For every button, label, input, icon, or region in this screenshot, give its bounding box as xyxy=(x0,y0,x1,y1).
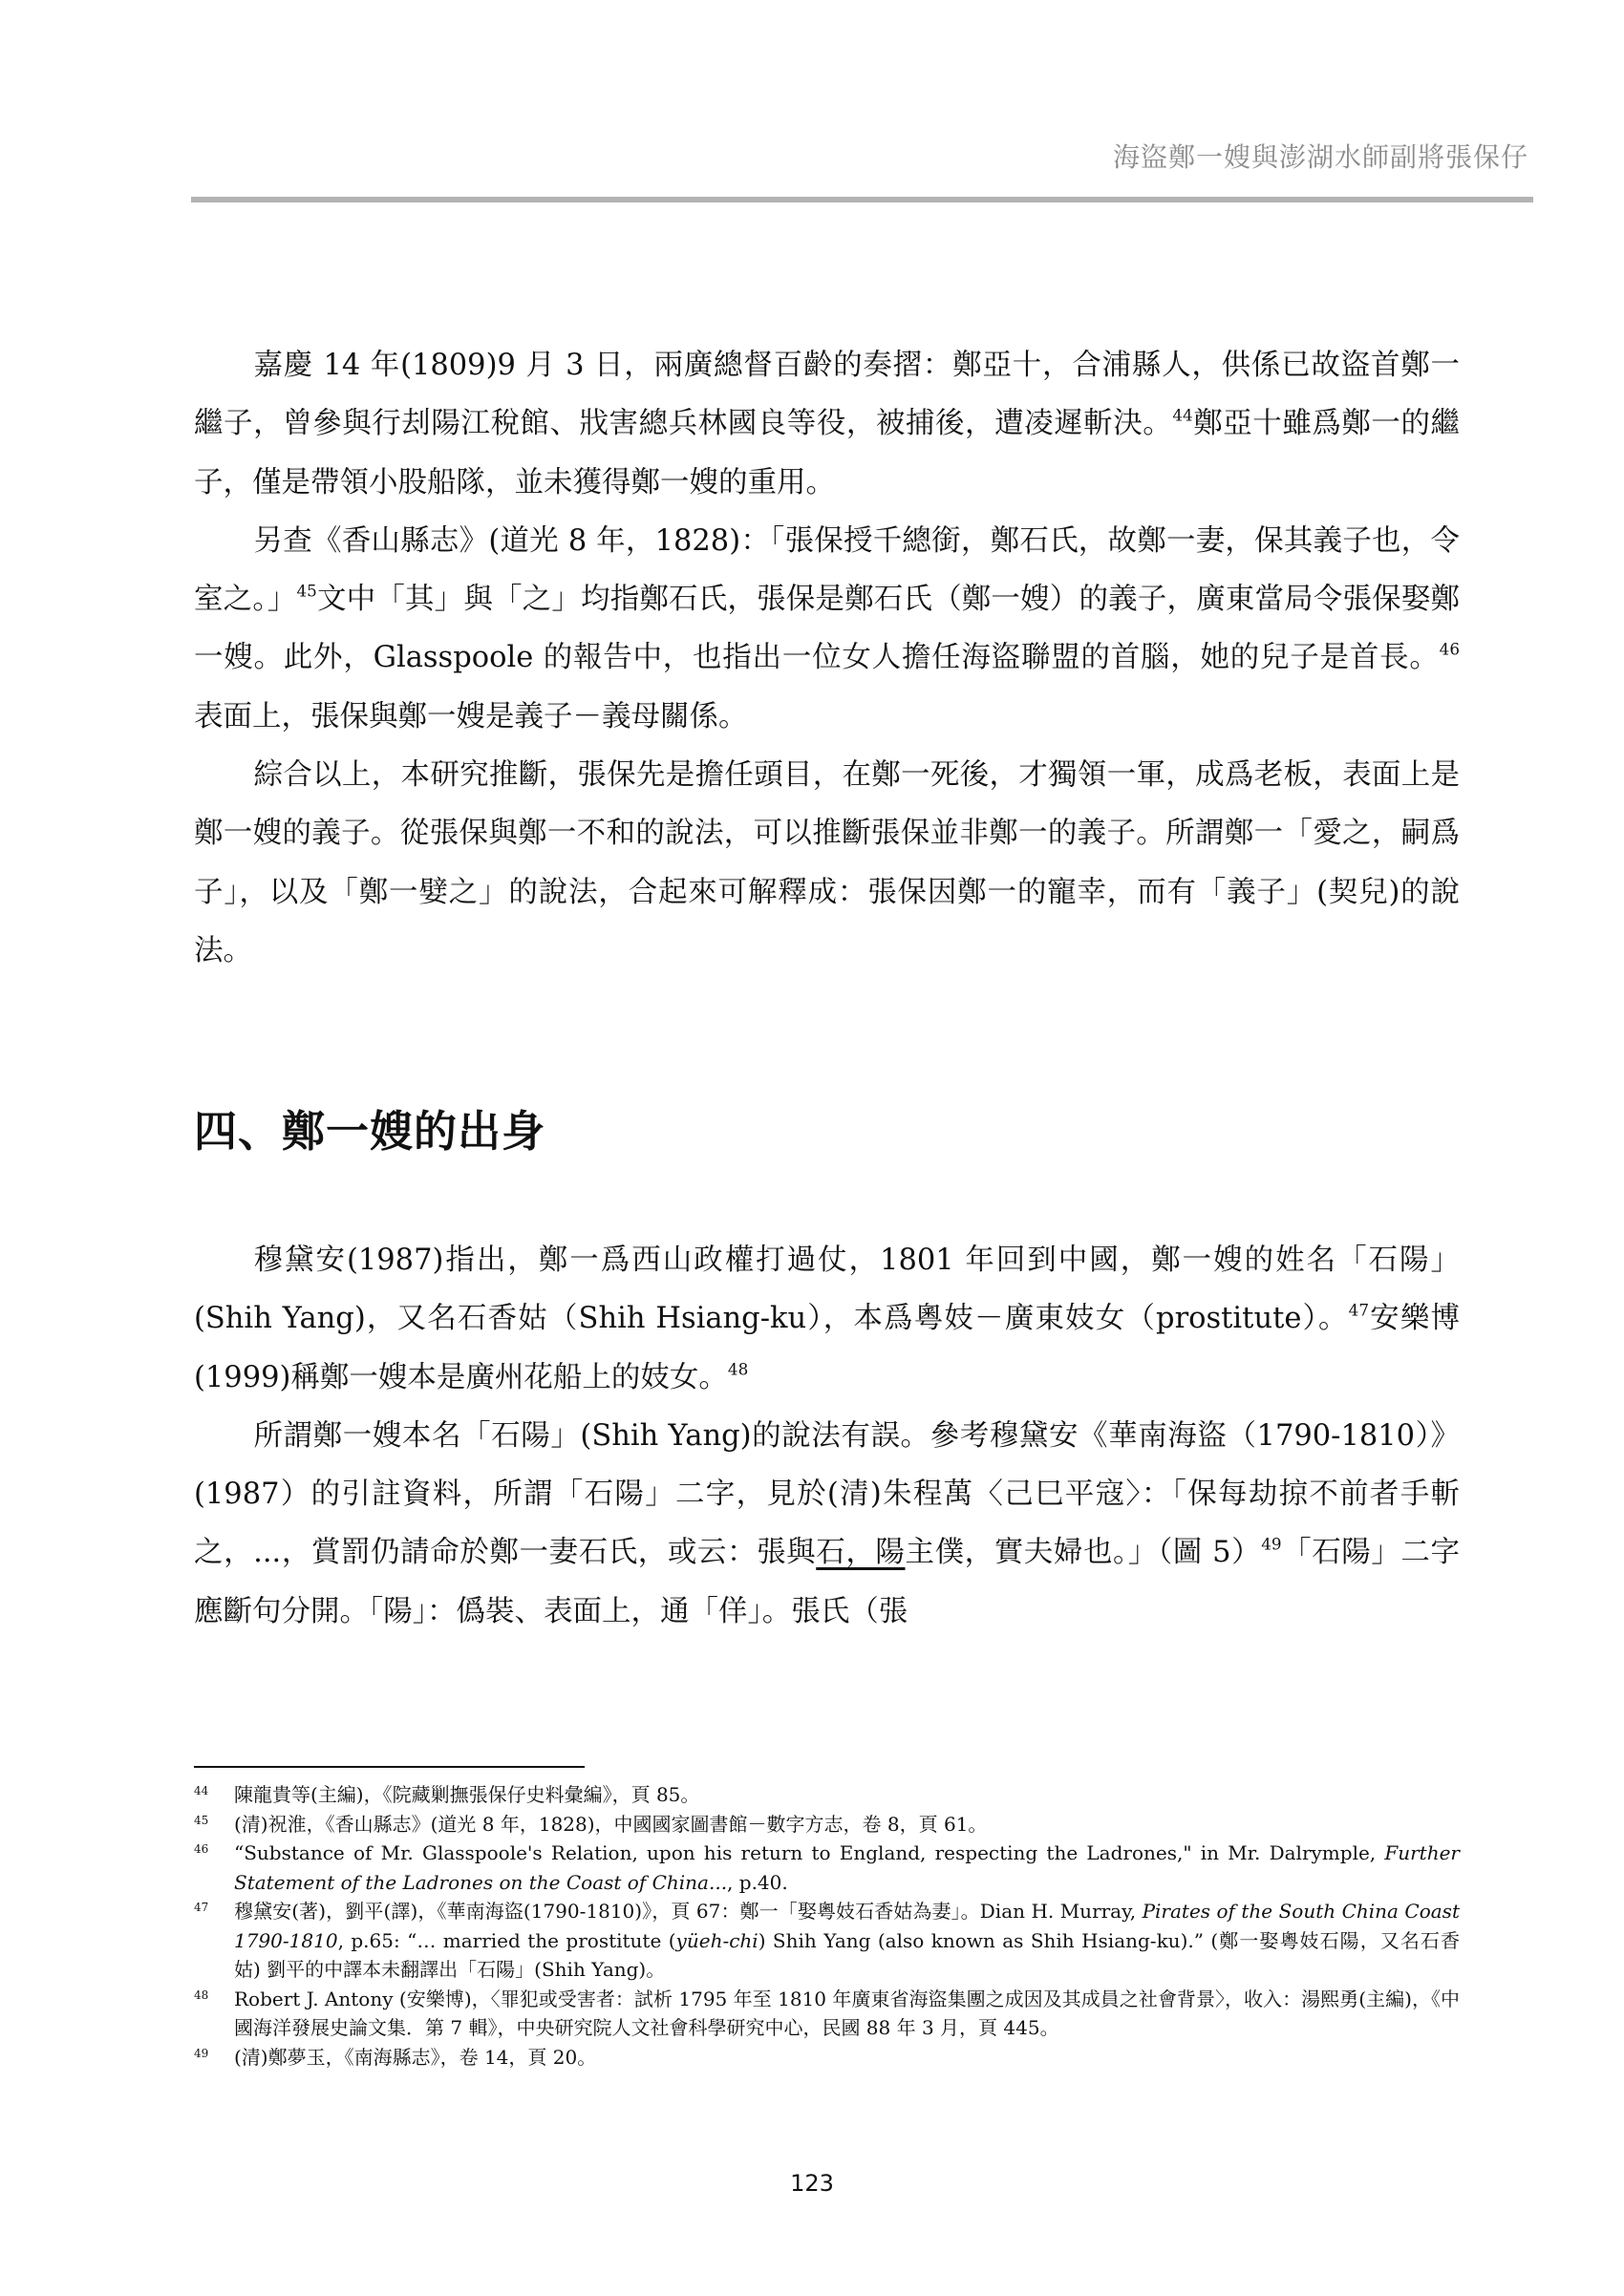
footnote-text-b: , p.65: “… married the prostitute ( xyxy=(337,1928,676,1952)
underlined-phrase: 石，陽 xyxy=(816,1536,906,1570)
footnote-46 xyxy=(194,1839,1460,1897)
section-title: 四、鄭一嫂的出身 xyxy=(194,1106,546,1157)
paragraph-1-text-a: 嘉慶 14 年(1809)9 月 3 日，兩廣總督百齡的奏摺：鄭亞十，合浦縣人，供係已故盜首鄭一繼子，曾參與行刦陽江稅館、戕害總兵林國良等役，被捕後，遭凌遲斬決。 xyxy=(194,349,1460,441)
footnote-text-a: 穆黛安(著)，劉平(譯)，《華南海盜(1790-1810)》，頁 67：鄭一「娶粵妓石香姑為妻」。Dian H. Murray, xyxy=(234,1900,1143,1923)
footnote-ref-45[interactable]: 45 xyxy=(296,581,317,601)
footnote-italic-term: yüeh-chi xyxy=(675,1928,759,1952)
paragraph-2-text-c: 表面上，張保與鄭一嫂是義子－義母關係。 xyxy=(194,699,748,733)
footnote-ref-46[interactable]: 46 xyxy=(1439,639,1460,659)
footnote-number: 48 xyxy=(194,1988,209,2002)
footnote-44 xyxy=(194,1780,1460,1810)
footnote-ref-47[interactable]: 47 xyxy=(1348,1300,1369,1320)
footnote-number: 44 xyxy=(194,1784,209,1797)
footnote-45 xyxy=(194,1810,1460,1839)
footnote-ref-48[interactable]: 48 xyxy=(727,1359,749,1379)
paragraph-2-text-a: 另查《香山縣志》(道光 8 年，1828)：「張保授千總銜，鄭石氏，故鄭一妻，保其義子也，令室之。」 xyxy=(194,523,1460,617)
footnote-number: 49 xyxy=(194,2046,209,2060)
footnote-ref-44[interactable]: 44 xyxy=(1172,405,1193,425)
body-upper xyxy=(194,336,1460,980)
footnote-text-a: “Substance of Mr. Glasspoole's Relation, upon his return to England, respecting the Ladrones," in Mr. Dalrymple, xyxy=(234,1841,1385,1864)
footnote-italic-title: Further Statement of the Ladrones on the Coast of China... xyxy=(234,1841,1460,1894)
paragraph-4 xyxy=(194,1231,1460,1407)
footnote-number: 46 xyxy=(194,1842,209,1856)
body-lower xyxy=(194,1231,1460,1641)
footnote-text-c: ) Shih Yang (also known as Shih Hsiang-ku).” (鄭一娶粵妓石陽，又名石香姑) 劉平的中譯本未翻譯出「石陽」(Shih Yang)。 xyxy=(234,1928,1460,1981)
footnote-ref-49[interactable]: 49 xyxy=(1261,1534,1282,1554)
paragraph-1-text-b: 鄭亞十雖爲鄭一的繼子，僅是帶領小股船隊，並未獲得鄭一嫂的重用。 xyxy=(194,407,1461,500)
footnote-number: 45 xyxy=(194,1813,209,1827)
paragraph-4-text-b: 安樂博(1999)稱鄭一嫂本是廣州花船上的妓女。 xyxy=(194,1302,1461,1394)
footnote-text-b: , p.40. xyxy=(727,1870,788,1894)
paragraph-4-text-a: 穆黛安(1987)指出，鄭一爲西山政權打過仗，1801 年回到中國，鄭一嫂的姓名「石陽」(Shih Yang)，又名石香姑（Shih Hsiang-ku），本爲粵妓－廣東妓女（prostitute）。 xyxy=(194,1244,1460,1336)
footnote-text: (清)鄭夢玉，《南海縣志》，卷 14，頁 20。 xyxy=(234,2045,597,2069)
paragraph-3-text: 綜合以上，本研究推斷，張保先是擔任頭目，在鄭一死後，才獨領一軍，成爲老板，表面上是鄭一嫂的義子。從張保與鄭一不和的說法，可以推斷張保並非鄭一的義子。所謂鄭一「愛之，嗣爲子」，以及「鄭一嬖之」的說法，合起來可解釋成：張保因鄭一的寵幸，而有「義子」(契兒)的說法。 xyxy=(194,758,1460,967)
footnote-47 xyxy=(194,1897,1460,1985)
paragraph-5-text-a: 所謂鄭一嫂本名「石陽」(Shih Yang)的說法有誤。參考穆黛安《華南海盜（1790-1810）》(1987）的引註資料，所謂「石陽」二字，見於(清)朱程萬〈己巳平寇〉：「保每劫掠不前者手斬之，...，賞罰仍請命於鄭一妻石氏，或云：張與 xyxy=(194,1418,1460,1570)
footnotes xyxy=(194,1780,1460,2072)
footnote-48 xyxy=(194,1985,1460,2043)
footnote-text: Robert J. Antony (安樂博)，〈罪犯或受害者：試析 1795 年至 1810 年廣東省海盜集團之成因及其成員之社會背景〉，收入：湯熙勇(主編)，《中國海洋發展史論文集．第 7 輯》，中央研究院人文社會科學研究中心，民國 88 年 3 月，頁 445。 xyxy=(234,1987,1460,2039)
paragraph-5 xyxy=(194,1407,1460,1641)
running-head-title: 海盜鄭一嫂與澎湖水師副將張保仔 xyxy=(1112,141,1528,173)
paragraph-2 xyxy=(194,512,1460,746)
footnote-text: 陳龍貴等(主編)，《院藏剿撫張保仔史料彙編》，頁 85。 xyxy=(234,1783,700,1806)
paragraph-5-text-c: 「石陽」二字應斷句分開。「陽」：僞裝、表面上，通「佯」。張氏（張 xyxy=(194,1536,1461,1628)
footnote-italic-title: Pirates of the South China Coast 1790-1810 xyxy=(234,1900,1460,1952)
paragraph-3 xyxy=(194,746,1460,980)
page-number: 123 xyxy=(790,2170,834,2197)
footnote-number: 47 xyxy=(194,1901,209,1914)
paragraph-5-text-b: 主僕，實夫婦也。」（圖 5） xyxy=(905,1536,1262,1570)
paragraph-2-text-b: 文中「其」與「之」均指鄭石氏，張保是鄭石氏（鄭一嫂）的義子，廣東當局令張保娶鄭一嫂。此外，Glasspoole 的報告中，也指出一位女人擔任海盜聯盟的首腦，她的兒子是首長。 xyxy=(194,583,1461,675)
footnote-separator xyxy=(194,1766,585,1768)
footnote-text: (清)祝淮，《香山縣志》(道光 8 年，1828)，中國國家圖書館－數字方志，卷 8，頁 61。 xyxy=(234,1812,988,1836)
footnote-49 xyxy=(194,2043,1460,2073)
header-rule xyxy=(191,197,1533,202)
paragraph-1 xyxy=(194,336,1460,512)
